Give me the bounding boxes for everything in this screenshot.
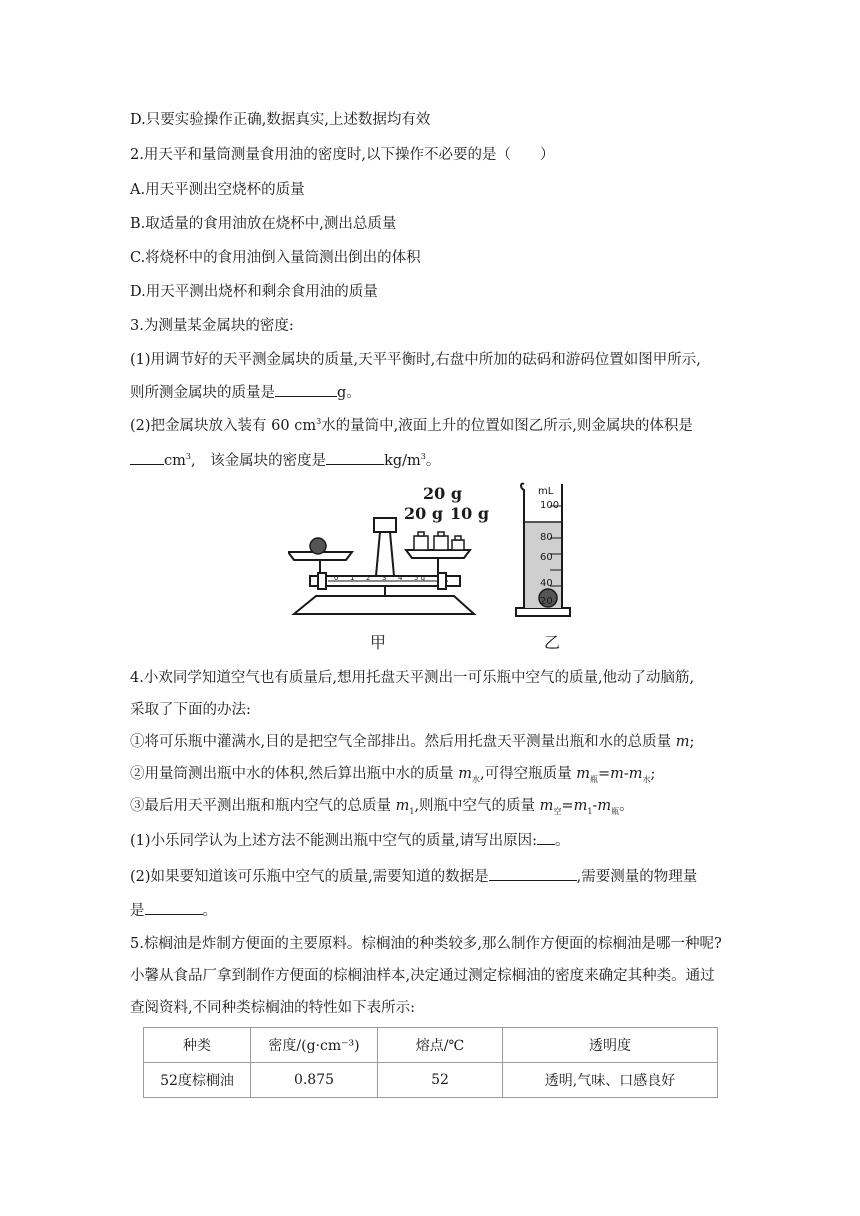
answer-blank[interactable] bbox=[326, 450, 384, 465]
weight-label-left: 20 g bbox=[404, 504, 444, 523]
caption-jia: 甲 bbox=[370, 633, 387, 652]
scale-tick: 5 g bbox=[414, 574, 426, 582]
var: m bbox=[539, 798, 554, 814]
table-cell: 透明,气味、口感良好 bbox=[503, 1063, 718, 1098]
var: =m bbox=[561, 798, 588, 814]
q2-option-b: B.取适量的食用油放在烧杯中,测出总质量 bbox=[130, 216, 397, 232]
sub: 1 bbox=[409, 806, 415, 816]
q2-option-c: C.将烧杯中的食用油倒入量筒测出倒出的体积 bbox=[130, 250, 421, 266]
text: 则所测金属块的质量是 bbox=[130, 385, 275, 401]
table-header: 熔点/℃ bbox=[378, 1028, 503, 1063]
cylinder-tick: 20 bbox=[540, 596, 553, 607]
q3-part2-line2 bbox=[130, 450, 440, 471]
q4-part2-cont bbox=[130, 900, 217, 921]
sub: 水 bbox=[642, 774, 651, 784]
text: ; bbox=[650, 766, 656, 782]
text: ,则瓶中空气的质量 bbox=[414, 798, 540, 814]
q3-part2-line1 bbox=[130, 416, 693, 436]
q3-stem: 3.为测量某金属块的密度: bbox=[130, 318, 294, 334]
var: m bbox=[576, 766, 590, 782]
table-header: 透明度 bbox=[503, 1028, 718, 1063]
text: ①将可乐瓶中灌满水,目的是把空气全部排出。然后用托盘天平测量出瓶和水的总质量 bbox=[130, 734, 676, 750]
text: ; bbox=[689, 734, 695, 750]
q4-part2 bbox=[130, 866, 697, 887]
text: ③最后用天平测出瓶和瓶内空气的总质量 bbox=[130, 798, 396, 814]
text: 是 bbox=[130, 903, 145, 919]
q4-part1 bbox=[130, 830, 570, 851]
q4-stem-line2: 采取了下面的办法: bbox=[130, 702, 251, 718]
text: (1)小乐同学认为上述方法不能测出瓶中空气的质量,请写出原因: bbox=[130, 833, 538, 849]
caption-yi: 乙 bbox=[544, 633, 561, 652]
sub: 1 bbox=[587, 806, 593, 816]
var: =m-m bbox=[597, 766, 643, 782]
q3-part1-line1: (1)用调节好的天平测金属块的质量,天平平衡时,右盘中所加的砝码和游码位置如图甲所示, bbox=[130, 352, 701, 368]
sup: 3 bbox=[316, 417, 322, 427]
table-row bbox=[144, 1063, 718, 1098]
var: m bbox=[395, 798, 410, 814]
text: ②用量筒测出瓶中水的体积,然后算出瓶中水的质量 bbox=[130, 766, 459, 782]
cylinder-unit: mL bbox=[538, 486, 554, 497]
cylinder-tick: 40 bbox=[540, 578, 553, 589]
table-cell: 52度棕榈油 bbox=[144, 1063, 251, 1098]
weight-label-top: 20 g bbox=[423, 484, 463, 503]
answer-blank[interactable] bbox=[130, 450, 164, 465]
text: (2)如果要知道该可乐瓶中空气的质量,需要知道的数据是 bbox=[130, 869, 489, 885]
weight-label-right: 10 g bbox=[450, 504, 490, 523]
answer-blank[interactable] bbox=[537, 830, 555, 845]
q1-option-d: D.只要实验操作正确,数据真实,上述数据均有效 bbox=[130, 112, 431, 128]
text: (2)把金属块放入装有 60 cm bbox=[130, 418, 317, 434]
q5-line2: 小馨从食品厂拿到制作方便面的棕榈油样本,决定通过测定棕榈油的密度来确定其种类。通过 bbox=[130, 968, 715, 984]
q3-part1-line2 bbox=[130, 382, 361, 403]
sub: 瓶 bbox=[589, 774, 598, 784]
q2-option-d: D.用天平测出烧杯和剩余食用油的质量 bbox=[130, 284, 378, 300]
q2-option-a: A.用天平测出空烧杯的质量 bbox=[130, 182, 305, 198]
text: , 该金属块的密度是 bbox=[190, 453, 327, 469]
text: kg/m bbox=[384, 453, 421, 469]
sub: 水 bbox=[471, 774, 480, 784]
q4-step2 bbox=[130, 764, 655, 784]
text: cm bbox=[164, 453, 186, 469]
q5-line3: 查阅资料,不同种类棕榈油的特性如下表所示: bbox=[130, 1000, 415, 1016]
sub: 瓶 bbox=[611, 806, 620, 816]
table-cell: 0.875 bbox=[251, 1063, 378, 1098]
sub: 空 bbox=[553, 806, 562, 816]
answer-blank[interactable] bbox=[275, 382, 337, 397]
text: g。 bbox=[337, 385, 361, 401]
q2-stem: 2.用天平和量筒测量食用油的密度时,以下操作不必要的是（ ） bbox=[130, 147, 555, 163]
q4-step3 bbox=[130, 796, 634, 816]
var: m bbox=[675, 734, 690, 750]
text: 。 bbox=[619, 798, 634, 814]
q4-stem-line1: 4.小欢同学知道空气也有质量后,想用托盘天平测出一可乐瓶中空气的质量,他动了动脑筋, bbox=[130, 670, 695, 686]
table-header-row bbox=[144, 1028, 718, 1063]
text: 。 bbox=[425, 453, 441, 469]
answer-blank[interactable] bbox=[489, 866, 577, 881]
palm-oil-table bbox=[143, 1027, 718, 1098]
cylinder-tick: 100 bbox=[540, 500, 560, 511]
figure bbox=[288, 478, 588, 656]
scale-tick: 3 bbox=[382, 574, 387, 582]
var: m bbox=[458, 766, 472, 782]
table-header: 种类 bbox=[144, 1028, 251, 1063]
sup: 3 bbox=[420, 452, 426, 462]
scale-tick: 1 bbox=[350, 574, 355, 582]
text: 水的量筒中,液面上升的位置如图乙所示,则金属块的体积是 bbox=[321, 418, 693, 434]
cylinder-tick: 80 bbox=[540, 532, 553, 543]
answer-blank[interactable] bbox=[145, 900, 203, 915]
table-header: 密度/(g·cm⁻³) bbox=[251, 1028, 378, 1063]
var: -m bbox=[592, 798, 612, 814]
scale-tick: 0 bbox=[334, 574, 339, 582]
cylinder-tick: 60 bbox=[540, 552, 553, 563]
text: 。 bbox=[202, 903, 217, 919]
text: ,需要测量的物理量 bbox=[576, 869, 698, 885]
scale-tick: 2 bbox=[366, 574, 371, 582]
q5-line1: 5.棕榈油是炸制方便面的主要原料。棕榈油的种类较多,那么制作方便面的棕榈油是哪一种呢? bbox=[130, 936, 722, 952]
scale-tick: 4 bbox=[398, 574, 403, 582]
text: 。 bbox=[555, 833, 570, 849]
q4-step1 bbox=[130, 732, 694, 752]
text: ,可得空瓶质量 bbox=[479, 766, 577, 782]
sup: 3 bbox=[185, 452, 191, 462]
table-cell: 52 bbox=[378, 1063, 503, 1098]
